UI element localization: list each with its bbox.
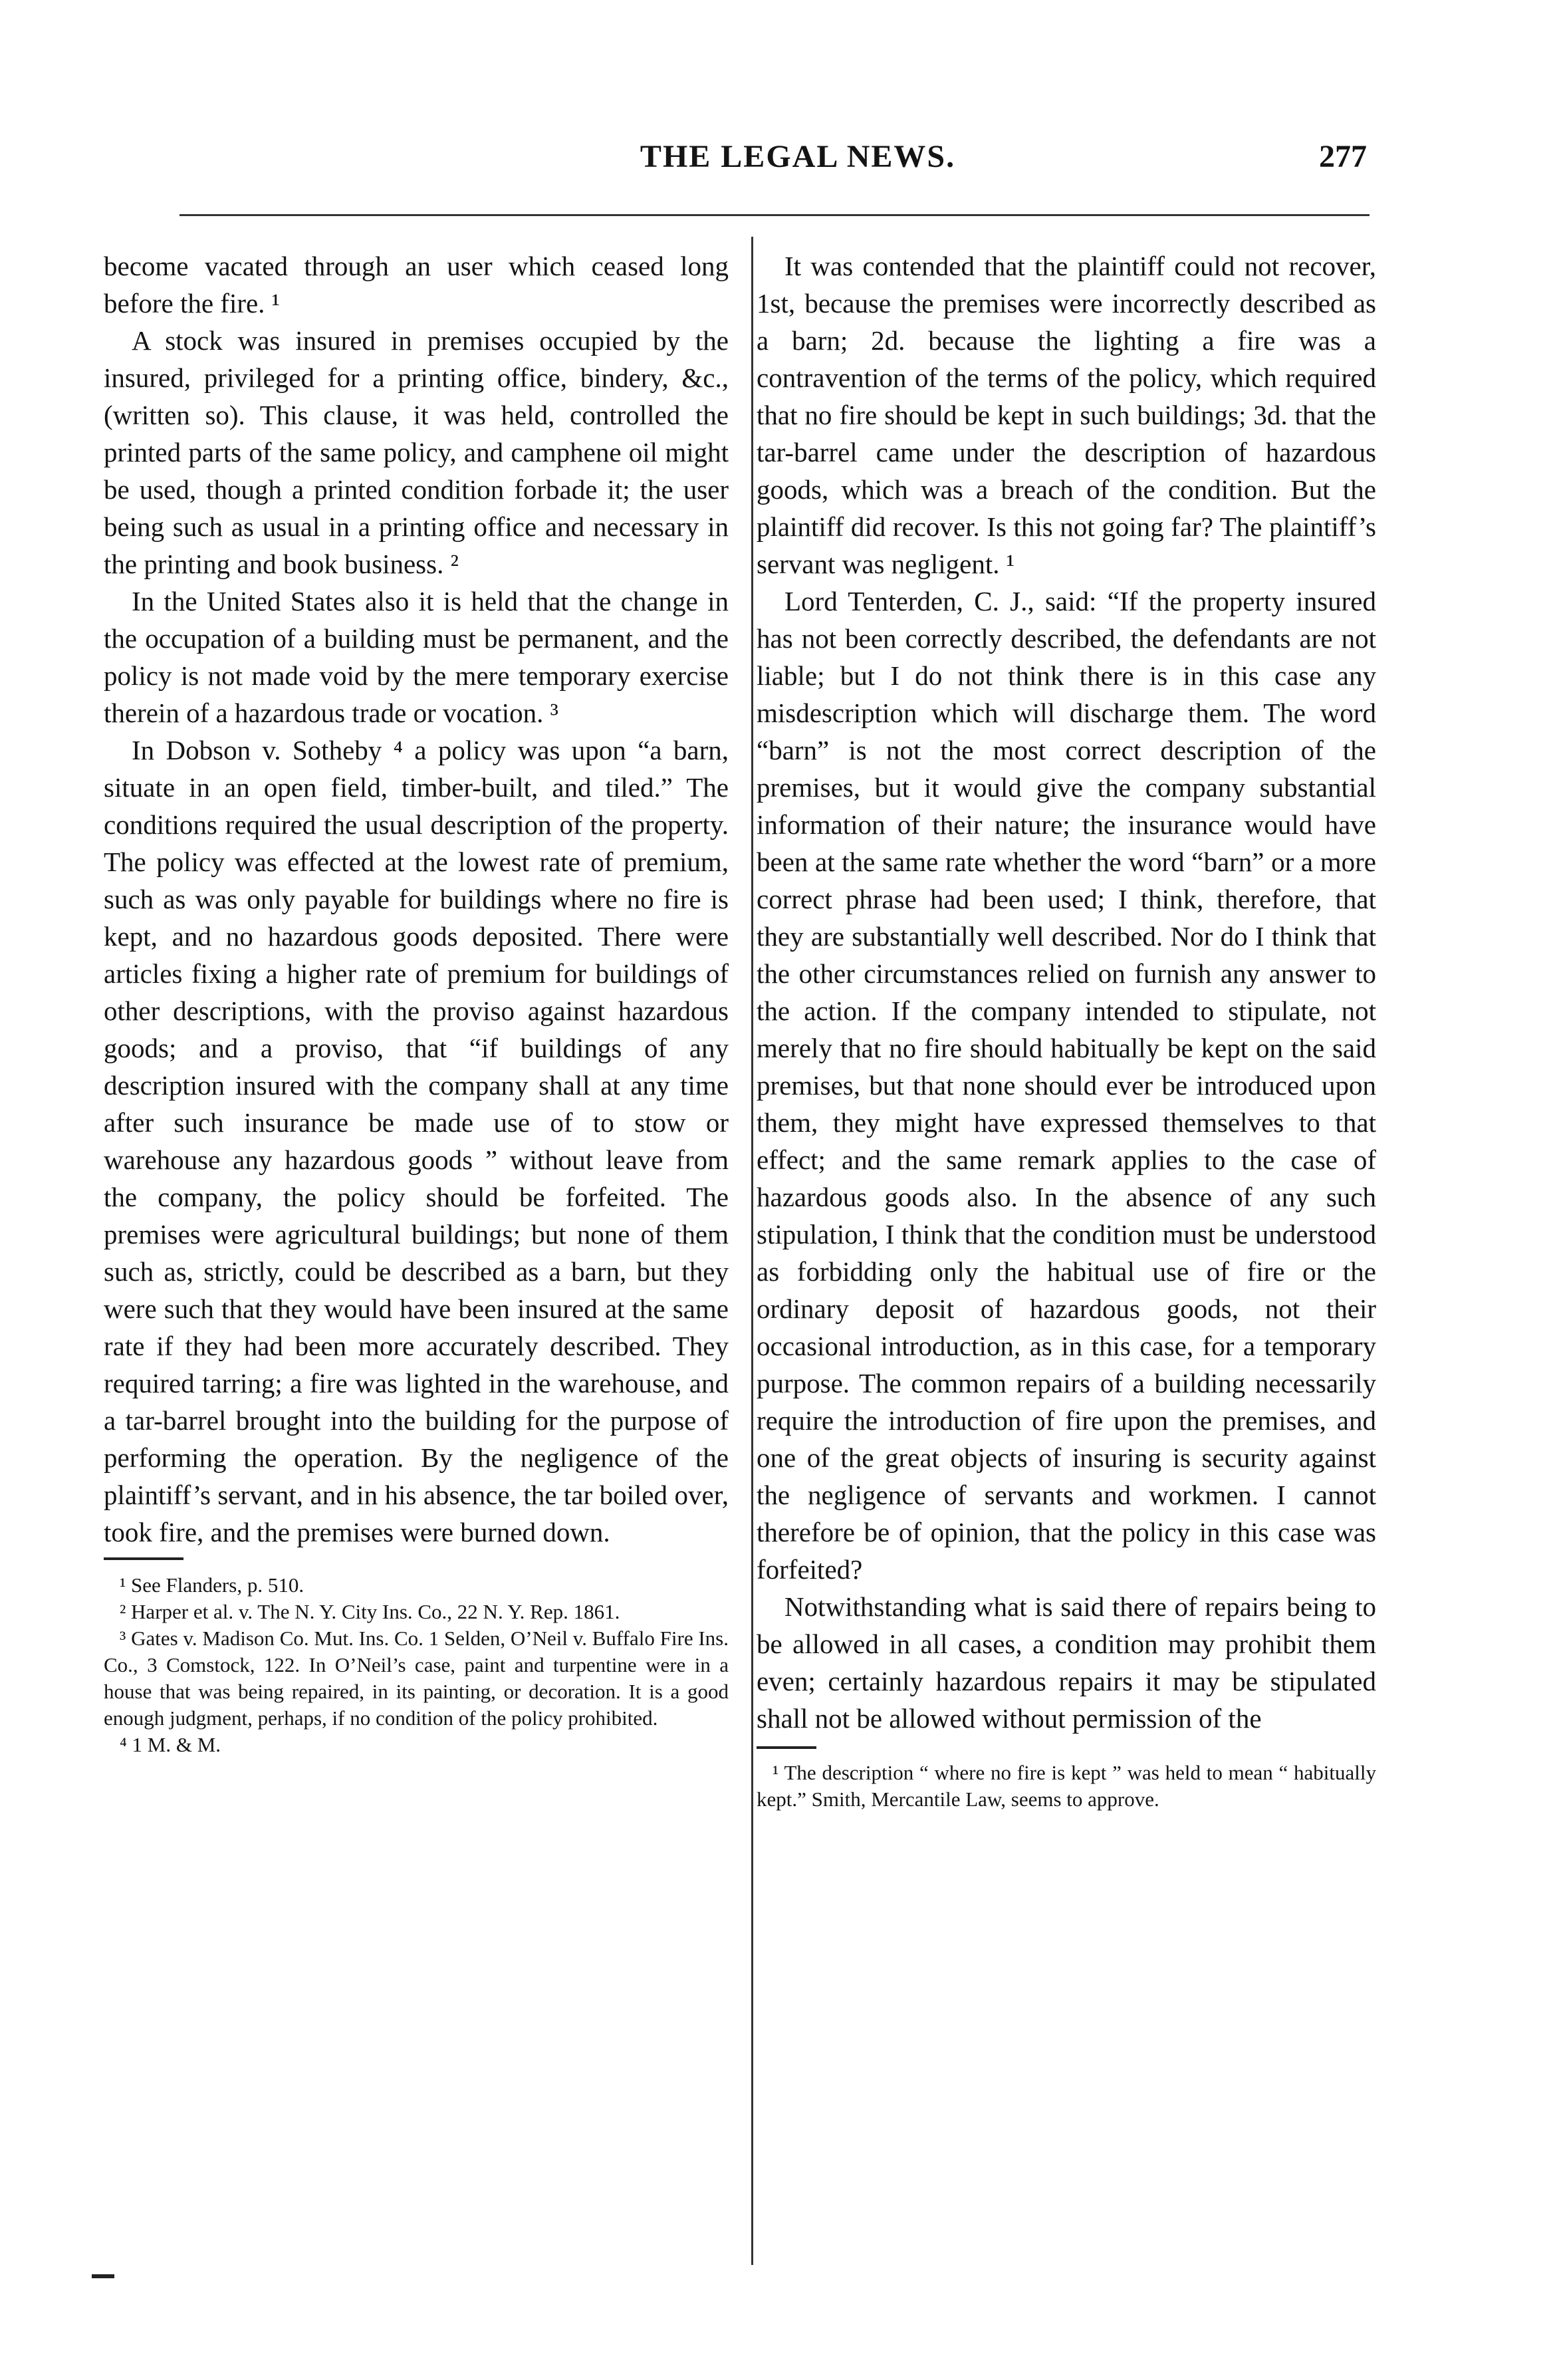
right-column [754,247,1376,1813]
paragraph: In Dobson v. Sotheby ⁴ a policy was upon “a barn, situate in an open field, timber-built, and tiled.” The conditions required the usual description of the property. The policy was effected at the lowest rate of premium, such as was only payable for buildings where no fire is kept, and no hazardous goods deposited. There were articles fixing a higher rate of premium for buildings of other descriptions, with the proviso against hazardous goods; and a proviso, that “if buildings of any description insured with the company shall at any time after such insurance be made use of to stow or warehouse any hazardous goods ” without leave from the company, the policy should be forfeited. The premises were agricultural buildings; but none of them such as, strictly, could be described as a barn, but they were such that they would have been insured at the same rate if they had been more accurately described. They required tarring; a fire was lighted in the warehouse, and a tar-barrel brought into the building for the purpose of performing the operation. By the negligence of the plaintiff’s servant, and in his absence, the tar boiled over, took fire, and the premises were burned down. [104,735,729,1547]
footnote: ⁴ 1 M. & M. [120,1733,221,1756]
paragraph: Notwithstanding what is said there of repairs being to be allowed in all cases, a condition may prohibit them even; certainly hazardous repairs it may be stipulated shall not be allowed without permission of the [757,1591,1376,1734]
column-divider [751,237,753,2265]
paragraph: In the United States also it is held that the change in the occupation of a building must be permanent, and the policy is not made void by the mere temporary exercise therein of a hazardous trade or vocation. ³ [104,586,729,728]
margin-mark [92,2274,114,2278]
paragraph: A stock was insured in premises occupied by the insured, privileged for a printing office, bindery, &c., (written so). This clause, it was held, controlled the printed parts of the same policy, and camphene oil might be used, though a printed condition forbade it; the user being such as usual in a printing office and necessary in the printing and book business. ² [104,325,729,579]
footnote-rule [757,1746,816,1749]
running-head: THE LEGAL NEWS. [640,139,956,174]
footnotes-left [104,1572,729,1758]
paragraph: Lord Tenterden, C. J., said: “If the property insured has not been correctly described, the defendants are not liable; but I do not think there is in this case any misdescription which will discharge them. The word “barn” is not the most correct description of the premises, but it would give the company substantial information of their nature; the insurance would have been at the same rate whether the word “barn” or a more correct phrase had been used; I think, therefore, that they are substantially well described. Nor do I think that the other circumstances relied on furnish any answer to the action. If the company intended to stipulate, not merely that no fire should habitually be kept on the said premises, but that none should ever be introduced upon them, they might have expressed themselves to that effect; and the same remark applies to the case of hazardous goods also. In the absence of any such stipulation, I think that the condition must be understood as forbidding only the habitual use of fire or the ordinary deposit of hazardous goods, not their occasional introduction, as in this case, for a temporary purpose. The common repairs of a building necessarily require the introduction of fire upon the premises, and one of the great objects of insuring is security against the negligence of servants and workmen. I cannot therefore be of opinion, that the policy in this case was forfeited? [757,586,1376,1585]
footnote-rule [104,1557,183,1560]
footnote: ¹ See Flanders, p. 510. [120,1573,304,1597]
footnote: ² Harper et al. v. The N. Y. City Ins. Co., 22 N. Y. Rep. 1861. [120,1600,620,1623]
footnote: ³ Gates v. Madison Co. Mut. Ins. Co. 1 Selden, O’Neil v. Buffalo Fire Ins. Co., 3 Comstock, 122. In O’Neil’s case, paint and turpentine were in a house that was being repaired, in its painting, or decoration. It is a good enough judgment, perhaps, if no condition of the policy prohibited. [104,1627,729,1730]
paragraph: It was contended that the plaintiff could not recover, 1st, because the premises were incorrectly described as a barn; 2d. because the lighting a fire was a contravention of the terms of the policy, which required that no fire should be kept in such buildings; 3d. that the tar-barrel came under the description of hazardous goods, which was a breach of the condition. But the plaintiff did recover. Is this not going far? The plaintiff’s servant was negligent. ¹ [757,251,1376,579]
footnotes-right [757,1760,1376,1813]
header-rule [179,214,1370,216]
footnote: ¹ The description “ where no fire is kept ” was held to mean “ habitually kept.” Smith, Mercantile Law, seems to approve. [757,1761,1376,1811]
page-number: 277 [1319,139,1367,174]
page-header [100,138,1373,185]
paragraph: become vacated through an user which ceased long before the fire. ¹ [104,251,729,319]
left-column [104,247,729,1758]
